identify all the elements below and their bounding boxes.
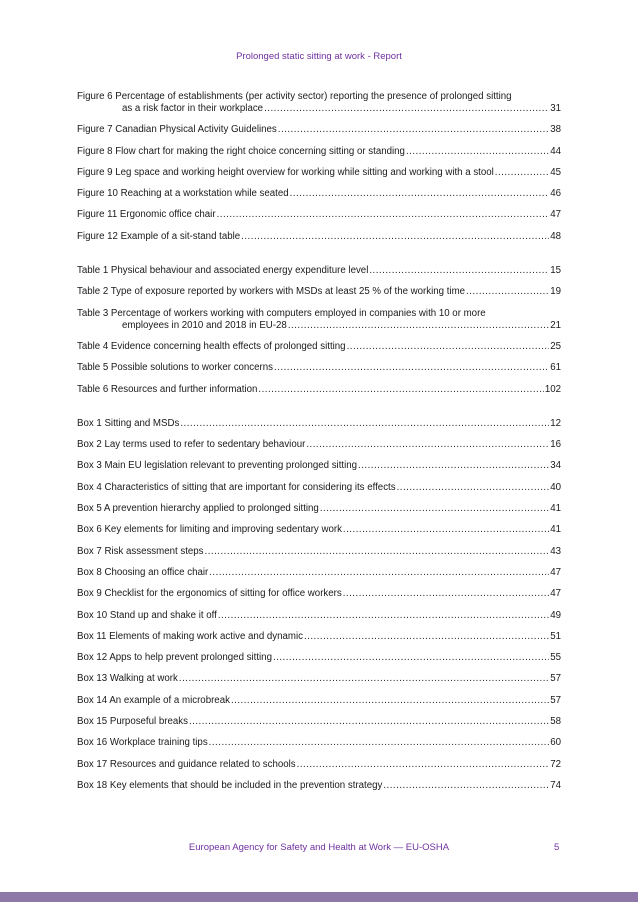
leader-dots [278, 124, 549, 136]
toc-entry-title: Box 17 Resources and guidance related to schools [77, 758, 296, 770]
toc-page-number: 47 [550, 566, 561, 578]
footer-agency: European Agency for Safety and Health at Work — EU-OSHA [188, 842, 450, 853]
toc-page-number: 21 [550, 319, 561, 331]
leader-dots [258, 384, 543, 396]
toc-page-number: 25 [550, 340, 561, 352]
toc-entry[interactable] [77, 652, 561, 664]
leader-dots [304, 631, 549, 643]
leader-dots [264, 103, 549, 115]
toc-entry-title: Box 18 Key elements that should be included in the prevention strategy [77, 779, 383, 791]
toc-entry[interactable] [77, 460, 561, 472]
leader-dots [231, 695, 549, 707]
running-header: Prolonged static sitting at work - Report [236, 51, 402, 62]
toc-entry-title: Box 8 Choosing an office chair [77, 566, 209, 578]
toc-page-number: 38 [550, 124, 561, 136]
leader-dots [209, 567, 549, 579]
leader-dots [205, 546, 550, 558]
leader-dots [495, 167, 549, 179]
leader-dots [273, 652, 549, 664]
toc-entry[interactable] [77, 737, 561, 749]
toc-entry[interactable] [77, 286, 561, 298]
toc-entry-title: Box 11 Elements of making work active and dynamic [77, 630, 303, 642]
toc-entry-title: Box 9 Checklist for the ergonomics of sitting for office workers [77, 588, 342, 600]
footer-page-number: 5 [554, 842, 560, 853]
toc-entry[interactable] [77, 546, 561, 558]
toc-entry-title: Figure 9 Leg space and working height overview for working while sitting and working with a stool [77, 166, 494, 178]
toc-entry[interactable] [77, 503, 561, 515]
toc-page-number: 15 [550, 265, 561, 277]
toc-page-number: 49 [550, 609, 561, 621]
leader-dots [369, 265, 549, 277]
leader-dots [274, 362, 549, 374]
leader-dots [397, 482, 550, 494]
toc-entry[interactable] [77, 231, 561, 243]
toc-page-number: 41 [550, 524, 561, 536]
toc-entry[interactable] [77, 418, 561, 430]
toc-entry[interactable] [77, 308, 561, 332]
toc-page-number: 57 [550, 694, 561, 706]
toc-entry[interactable] [77, 588, 561, 600]
toc-page-number: 44 [550, 145, 561, 157]
leader-dots [241, 231, 549, 243]
toc-entry-title: Box 16 Workplace training tips [77, 737, 208, 749]
toc-page-number: 31 [550, 103, 561, 114]
toc-entry-title: Figure 10 Reaching at a workstation while seated [77, 188, 289, 200]
leader-dots [406, 146, 549, 158]
toc-page-number: 72 [550, 758, 561, 770]
toc-page-number: 58 [550, 716, 561, 728]
leader-dots [383, 780, 549, 792]
bottom-color-bar [0, 892, 638, 902]
toc-entry[interactable] [77, 188, 561, 200]
toc-page-number: 40 [550, 481, 561, 493]
toc-entry[interactable] [77, 482, 561, 494]
toc-entry-title-cont: as a risk factor in their workplace [122, 103, 264, 114]
toc-page-number: 16 [550, 439, 561, 451]
toc-entry-title: Table 2 Type of exposure reported by workers with MSDs at least 25 % of the working time [77, 286, 466, 298]
leader-dots [306, 439, 549, 451]
toc-entry[interactable] [77, 265, 561, 277]
toc-entry[interactable] [77, 631, 561, 643]
toc-entry[interactable] [77, 209, 561, 221]
leader-dots [189, 716, 549, 728]
toc-page-number: 60 [550, 737, 561, 749]
toc-page-number: 41 [550, 503, 561, 515]
toc-entry-title: Box 15 Purposeful breaks [77, 716, 188, 728]
toc-entry[interactable] [77, 362, 561, 374]
leader-dots [290, 188, 550, 200]
toc-entry-title: Figure 11 Ergonomic office chair [77, 209, 216, 221]
leader-dots [320, 503, 549, 515]
leader-dots [180, 418, 549, 430]
toc-entry-title: Table 5 Possible solutions to worker concerns [77, 362, 274, 374]
toc-entry-title: Box 7 Risk assessment steps [77, 545, 204, 557]
toc-entry[interactable] [77, 780, 561, 792]
toc-entry[interactable] [77, 439, 561, 451]
leader-dots [209, 737, 550, 749]
toc-entry-title: Box 6 Key elements for limiting and improving sedentary work [77, 524, 342, 536]
toc-entry[interactable] [77, 567, 561, 579]
toc-page-number: 47 [550, 209, 561, 221]
toc-entry[interactable] [77, 341, 561, 353]
leader-dots [288, 320, 549, 332]
toc-page-number: 45 [550, 166, 561, 178]
toc-entry-title: Table 3 Percentage of workers working with computers employed in companies with 10 or more [77, 307, 486, 319]
toc-entry[interactable] [77, 695, 561, 707]
toc-entry-title: Figure 6 Percentage of establishments (per activity sector) reporting the presence of prolonged sitting [77, 91, 512, 102]
leader-dots [347, 341, 550, 353]
toc-page-number: 46 [550, 188, 561, 200]
leader-dots [466, 286, 549, 298]
leader-dots [179, 673, 549, 685]
toc-page-number: 12 [550, 417, 561, 429]
toc-page-number: 34 [550, 460, 561, 472]
toc-page-number: 51 [550, 630, 561, 642]
toc-entry-title: Box 4 Characteristics of sitting that are important for considering its effects [77, 481, 396, 493]
toc-entry-title: Box 5 A prevention hierarchy applied to prolonged sitting [77, 503, 319, 515]
toc-entry-title: Box 12 Apps to help prevent prolonged sitting [77, 652, 272, 664]
toc-entry-title: Box 3 Main EU legislation relevant to preventing prolonged sitting [77, 460, 358, 472]
toc-entry-title: Box 2 Lay terms used to refer to sedentary behaviour [77, 439, 306, 451]
toc-entry[interactable] [77, 384, 561, 396]
toc-entry-title: Box 1 Sitting and MSDs [77, 417, 180, 429]
toc-entry-title: Figure 8 Flow chart for making the right choice concerning sitting or standing [77, 145, 405, 157]
toc-entry[interactable] [77, 673, 561, 685]
toc-entry[interactable] [77, 91, 561, 115]
toc-entry[interactable] [77, 610, 561, 622]
leader-dots [217, 209, 550, 221]
leader-dots [218, 610, 549, 622]
toc-entry-title: Table 1 Physical behaviour and associated energy expenditure level [77, 265, 369, 277]
toc-entry-title: Box 14 An example of a microbreak [77, 694, 230, 706]
toc-entry-title: Box 10 Stand up and shake it off [77, 609, 217, 621]
leader-dots [358, 460, 549, 472]
toc-entry-title: Table 4 Evidence concerning health effects of prolonged sitting [77, 340, 346, 352]
toc-entry[interactable] [77, 524, 561, 536]
toc-entry-title: Box 13 Walking at work [77, 673, 178, 685]
toc-page-number: 61 [550, 362, 561, 374]
toc-page-number: 74 [550, 779, 561, 791]
toc-page-number: 19 [550, 286, 561, 298]
toc-page-number: 55 [550, 652, 561, 664]
toc-entry-title: Table 6 Resources and further information [77, 383, 258, 395]
toc-entry[interactable] [77, 124, 561, 136]
toc-page-number: 57 [550, 673, 561, 685]
toc-entry-title-cont: employees in 2010 and 2018 in EU-28 [122, 319, 287, 331]
leader-dots [343, 524, 549, 536]
toc-page-number: 47 [550, 588, 561, 600]
toc-page-number: 102 [544, 383, 561, 395]
toc-entry[interactable] [77, 716, 561, 728]
leader-dots [343, 588, 549, 600]
toc-entry[interactable] [77, 167, 561, 179]
toc-entry-title: Figure 12 Example of a sit-stand table [77, 230, 241, 242]
list-of-figures [77, 91, 561, 801]
toc-entry[interactable] [77, 146, 561, 158]
leader-dots [297, 759, 550, 771]
toc-entry-title: Figure 7 Canadian Physical Activity Guidelines [77, 124, 277, 136]
toc-entry[interactable] [77, 759, 561, 771]
toc-page-number: 43 [550, 545, 561, 557]
toc-page-number: 48 [550, 230, 561, 242]
